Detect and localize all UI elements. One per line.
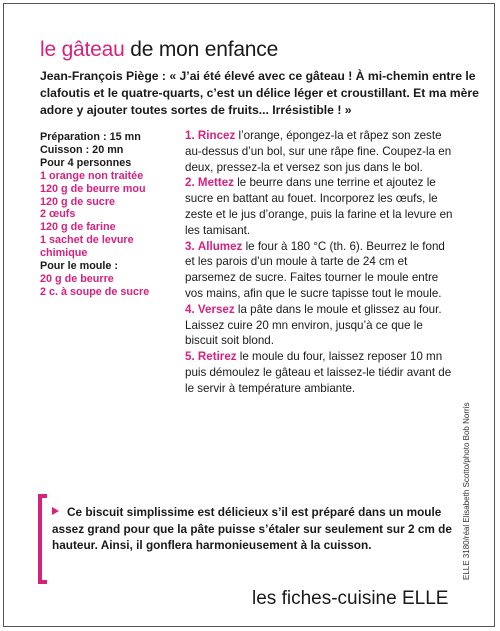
step-text: l’orange, épongez-la et râpez son zeste au-dessus d’un bol, sur une râpe fine. Coupez-la en deux, pressez-la et versez son jus dans le bol. (185, 129, 452, 174)
ingredient-item: Préparation : 15 mn (40, 131, 141, 143)
ingredient-item: 120 g de beurre mou (40, 182, 146, 195)
recipe-title (40, 38, 278, 62)
recipe-card (3, 3, 495, 627)
credit-text: ELLE 3180/réal Elisabeth Scotto/photo Bob Norris (462, 402, 471, 580)
title-rest: de mon enfance (124, 38, 279, 61)
ingredient-item: Pour 4 personnes (40, 156, 132, 169)
ingredient-item: Pour le moule : (40, 260, 118, 273)
step-number: 1. (185, 129, 195, 142)
step-number: 5. (185, 350, 195, 364)
step-number: 4. (185, 302, 195, 316)
ingredient-item: Cuisson : 20 mn (40, 143, 124, 156)
ingredient-item: 2 c. à soupe de sucre (40, 285, 150, 298)
tip-text: Ce biscuit simplissime est délicieux s’il est préparé dans un moule assez grand pour que la pâte puisse s’étaler sur seulement sur 2 cm de hauteur. Ainsi, il gonflera harmonieusement à la cuisson. (52, 505, 452, 552)
step-text: la pâte dans le moule et glissez au four. Laissez cuire 20 mn environ, jusqu’à ce que le biscuit soit blond. (185, 302, 442, 348)
play-arrow-icon (52, 507, 59, 515)
footer-part2: cuisine ELLE (337, 588, 449, 609)
ingredient-item: 2 œufs (40, 208, 76, 221)
intro-quote: Jean-François Piège : « J’ai été élevé avec ce gâteau ! À mi-chemin entre le clafoutis et le quatre-quarts, c’est un délice léger et croustillant. Et ma mère adore y ajouter toutes sortes de fruits... Irrésistible ! » (40, 69, 479, 117)
step-item (185, 239, 455, 302)
footer-part1: les fiches- (252, 588, 338, 609)
step-number: 2. (185, 176, 195, 190)
step-verb: Rincez (197, 129, 236, 142)
step-verb: Mettez (197, 176, 234, 190)
photo-credit (462, 402, 476, 580)
step-item (185, 175, 455, 238)
ingredients-list (40, 131, 180, 299)
step-verb: Retirez (197, 350, 237, 364)
step-item (185, 128, 455, 175)
title-highlight: le gâteau (40, 38, 125, 61)
ingredient-item: 120 g de farine (40, 221, 116, 234)
ingredient-item: 1 orange non traitée (40, 169, 144, 182)
step-text: le moule du four, laissez reposer 10 mn puis démoulez le gâteau et laissez-le tiédir avant de le servir à température ambiante. (185, 350, 452, 395)
step-item (185, 349, 455, 396)
step-verb: Allumez (197, 239, 243, 253)
step-verb: Versez (197, 302, 235, 316)
tip-bracket (38, 494, 47, 584)
ingredient-item: 20 g de beurre (40, 272, 114, 285)
step-text: le four à 180 °C (th. 6). Beurrez le fond et les parois d’un moule à tarte de 24 cm et parsemez de sucre. Faites tourner le moule entre vos mains, afin que le sucre tapisse tout le moule. (185, 239, 445, 300)
step-item (185, 302, 455, 349)
ingredient-item: 120 g de sucre (40, 195, 116, 208)
steps-list (185, 128, 455, 397)
step-text: le beurre dans une terrine et ajoutez le sucre en battant au fouet. Incorporez les œufs, le zeste et le jus d’orange, puis la farine et la levure en les tamisant. (185, 176, 453, 237)
ingredient-item: 1 sachet de levure chimique (40, 234, 134, 260)
footer-brand (252, 588, 448, 610)
step-number: 3. (185, 239, 195, 253)
tip-box (52, 504, 462, 554)
